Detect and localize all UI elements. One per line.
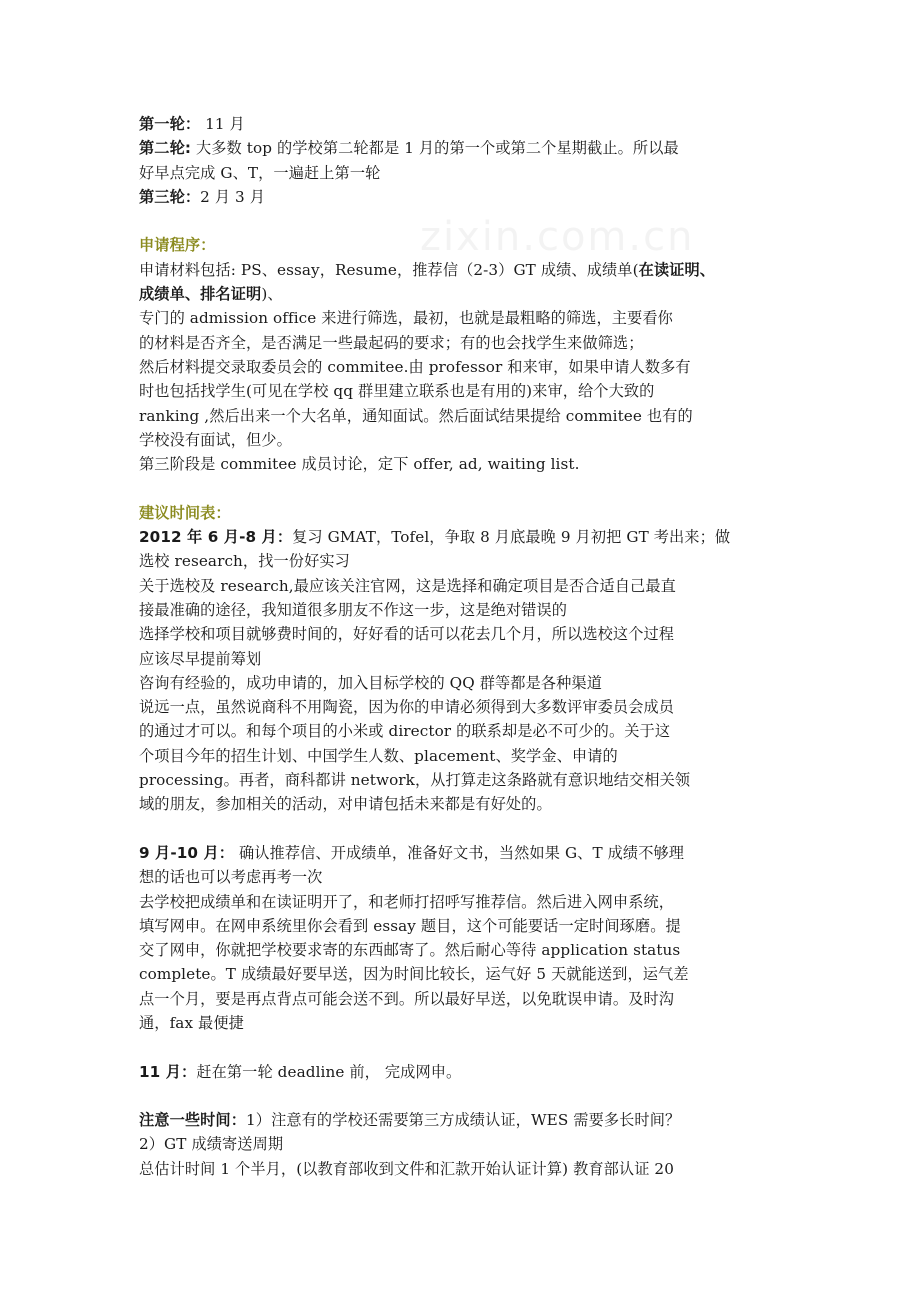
schedule-text: 确认推荐信、开成绩单，准备好文书，当然如果 G、T 成绩不够理 bbox=[234, 843, 685, 862]
schedule-line: 应该尽早提前筹划 bbox=[139, 649, 262, 668]
procedure-bold-text: 在读证明、 bbox=[638, 260, 716, 279]
procedure-line: 时也包括找学生(可见在学校 qq 群里建立联系也是有用的)来审，给个大致的 bbox=[139, 382, 655, 401]
spacer bbox=[139, 476, 791, 500]
procedure-line bbox=[139, 258, 791, 282]
schedule-heading: 建议时间表： bbox=[139, 503, 231, 522]
schedule-line: 接最准确的途径，我知道很多朋友不作这一步，这是绝对错误的 bbox=[139, 600, 568, 619]
procedure-heading: 申请程序： bbox=[139, 236, 216, 255]
round-2-line-cont: 好早点完成 G、T，一遍赶上第一轮 bbox=[139, 163, 381, 182]
procedure-line: 然后材料提交录取委员会的 commitee.由 professor 和来审，如果申请人数多有 bbox=[139, 357, 691, 376]
schedule-line: 选择学校和项目就够费时间的，好好看的话可以花去几个月，所以选校这个过程 bbox=[139, 625, 675, 644]
schedule-line bbox=[139, 525, 791, 549]
round-2-text: 大多数 top 的学校第二轮都是 1 月的第一个或第二个星期截止。所以最 bbox=[191, 139, 679, 158]
notes-line: 2）GT 成绩寄送周期 bbox=[139, 1135, 284, 1154]
spacer bbox=[139, 1084, 791, 1108]
round-2-line bbox=[139, 136, 791, 160]
schedule-line: 点一个月，要是再点背点可能会送不到。所以最好早送，以免耽误申请。及时沟 bbox=[139, 989, 675, 1008]
schedule-line: 通，fax 最便捷 bbox=[139, 1013, 244, 1032]
schedule-line: 去学校把成绩单和在读证明开了，和老师打招呼写推荐信。然后进入网申系统， bbox=[139, 892, 675, 911]
round-1-text: 11 月 bbox=[200, 115, 245, 133]
notes-text: 1）注意有的学校还需要第三方成绩认证，WES 需要多长时间？ bbox=[246, 1111, 681, 1130]
procedure-line: 第三阶段是 commitee 成员讨论，定下 offer, ad, waiting list. bbox=[139, 455, 580, 474]
schedule-line: 填写网申。在网申系统里你会看到 essay 题目，这个可能要话一定时间琢磨。提 bbox=[139, 916, 681, 935]
spacer bbox=[139, 817, 791, 841]
schedule-text: 赶在第一轮 deadline 前， 完成网申。 bbox=[196, 1062, 462, 1081]
schedule-period-label: 11 月： bbox=[139, 1062, 197, 1081]
round-3-text: 2 月 3 月 bbox=[200, 187, 266, 206]
schedule-line: 的通过才可以。和每个项目的小米或 director 的联系却是必不可少的。关于这 bbox=[139, 722, 671, 741]
procedure-line: 的材料是否齐全，是否满足一些最起码的要求；有的也会找学生来做筛选； bbox=[139, 333, 644, 352]
procedure-line: 学校没有面试，但少。 bbox=[139, 430, 292, 449]
procedure-text: 申请材料包括: PS、essay，Resume，推荐信（2-3）GT 成绩、成绩单( bbox=[139, 260, 639, 279]
procedure-line bbox=[139, 282, 791, 306]
schedule-line: 说远一点，虽然说商科不用陶瓷，因为你的申请必须得到大多数评审委员会成员 bbox=[139, 698, 675, 717]
spacer bbox=[139, 1035, 791, 1059]
notes-line bbox=[139, 1108, 791, 1132]
round-2-label: 第二轮: bbox=[139, 139, 192, 158]
schedule-line: 咨询有经验的，成功申请的，加入目标学校的 QQ 群等都是各种渠道 bbox=[139, 673, 603, 692]
document-body bbox=[139, 112, 791, 1181]
schedule-line: 关于选校及 research,最应该关注官网，这是选择和确定项目是否合适自己最直 bbox=[139, 576, 676, 595]
schedule-line: processing。再者，商科都讲 network，从打算走这条路就有意识地结交相关领 bbox=[139, 771, 691, 790]
schedule-line: 域的朋友，参加相关的活动，对申请包括未来都是有好处的。 bbox=[139, 795, 552, 814]
schedule-line: 个项目今年的招生计划、中国学生人数、placement、奖学金、申请的 bbox=[139, 746, 618, 765]
round-1-line bbox=[139, 112, 791, 136]
schedule-line bbox=[139, 841, 791, 865]
round-1-label: 第一轮： bbox=[139, 115, 201, 133]
notes-line: 总估计时间 1 个半月，(以教育部收到文件和汇款开始认证计算) 教育部认证 20 bbox=[139, 1159, 674, 1178]
procedure-line: ranking ,然后出来一个大名单，通知面试。然后面试结果提给 commitee 也有的 bbox=[139, 406, 693, 425]
procedure-bold-text: 成绩单、排名证明 bbox=[139, 285, 262, 304]
schedule-line: complete。T 成绩最好要早送，因为时间比较长，运气好 5 天就能送到，运气差 bbox=[139, 965, 689, 984]
schedule-line: 想的话也可以考虑再考一次 bbox=[139, 868, 323, 887]
round-3-label: 第三轮： bbox=[139, 187, 201, 206]
schedule-period-label: 9 月-10 月： bbox=[139, 843, 235, 862]
round-3-line bbox=[139, 185, 791, 209]
procedure-line: 专门的 admission office 来进行筛选，最初，也就是最粗略的筛选，主要看你 bbox=[139, 309, 673, 328]
schedule-line: 选校 research，找一份好实习 bbox=[139, 552, 350, 571]
spacer bbox=[139, 209, 791, 233]
schedule-period-label: 2012 年 6 月-8 月： bbox=[139, 528, 293, 547]
notes-label: 注意一些时间： bbox=[139, 1111, 247, 1130]
procedure-text: )、 bbox=[261, 285, 283, 304]
watermark: zixin.com.cn bbox=[420, 214, 695, 260]
schedule-line: 交了网申，你就把学校要求寄的东西邮寄了。然后耐心等待 application status bbox=[139, 941, 681, 960]
schedule-line bbox=[139, 1060, 791, 1084]
schedule-text: 复习 GMAT，Tofel，争取 8 月底最晚 9 月初把 GT 考出来；做 bbox=[292, 528, 731, 547]
